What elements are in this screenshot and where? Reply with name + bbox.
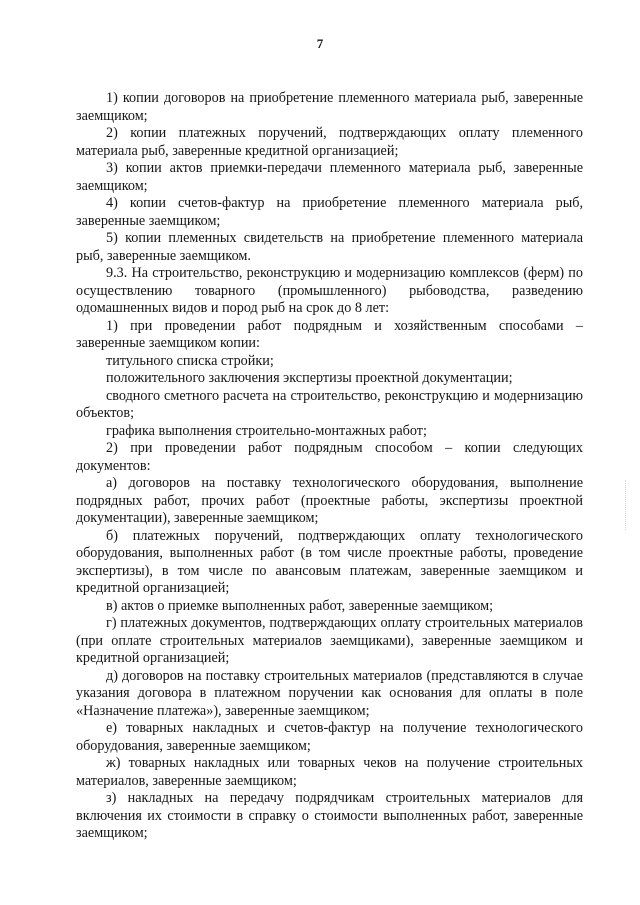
paragraph-4: 4) копии счетов-фактур на приобретение племенного материала рыб, заверенные заемщиком; bbox=[76, 195, 583, 229]
document-body bbox=[76, 90, 583, 843]
paragraph-12: 2) при проведении работ подрядным способом – копии следующих документов: bbox=[76, 440, 583, 474]
paragraph-18: е) товарных накладных и счетов-фактур на получение технологического оборудования, заверенные заемщиком; bbox=[76, 720, 583, 754]
paragraph-20: з) накладных на передачу подрядчикам строительных материалов для включения их стоимости в справку о стоимости выполненных работ, заверенные заемщиком; bbox=[76, 790, 583, 841]
scan-margin-mark bbox=[625, 480, 632, 530]
paragraph-5: 5) копии племенных свидетельств на приобретение племенного материала рыб, заверенные заемщиком. bbox=[76, 230, 583, 264]
paragraph-11: графика выполнения строительно-монтажных работ; bbox=[106, 422, 427, 439]
paragraph-10: сводного сметного расчета на строительство, реконструкцию и модернизацию объектов; bbox=[76, 387, 583, 421]
paragraph-6: 9.3. На строительство, реконструкцию и модернизацию комплексов (ферм) по осуществлению товарного (промышленного) рыбоводства, разведению одомашненных видов и пород рыб на срок до 8 лет: bbox=[76, 265, 583, 316]
paragraph-16: г) платежных документов, подтверждающих оплату строительных материалов (при оплате строительных материалов заемщиками), заверенные заемщиком и кредитной организацией; bbox=[76, 615, 583, 666]
paragraph-19: ж) товарных накладных или товарных чеков на получение строительных материалов, заверенные заемщиком; bbox=[76, 755, 583, 789]
paragraph-9: положительного заключения экспертизы проектной документации; bbox=[106, 370, 513, 386]
paragraph-1: 1) копии договоров на приобретение племенного материала рыб, заверенные заемщиком; bbox=[76, 90, 583, 124]
paragraph-8: титульного списка стройки; bbox=[106, 352, 274, 369]
paragraph-7: 1) при проведении работ подрядным и хозяйственным способами – заверенные заемщиком копии: bbox=[76, 317, 583, 351]
paragraph-17: д) договоров на поставку строительных материалов (представляются в случае указания договора в платежном поручении как основания для оплаты в поле «Назначение платежа»), заверенные заемщиком; bbox=[76, 667, 583, 719]
paragraph-2: 2) копии платежных поручений, подтверждающих оплату племенного материала рыб, заверенные кредитной организацией; bbox=[76, 125, 583, 159]
paragraph-15: в) актов о приемке выполненных работ, заверенные заемщиком; bbox=[106, 597, 494, 614]
page-number: 7 bbox=[316, 36, 324, 51]
paragraph-14: б) платежных поручений, подтверждающих оплату технологического оборудования, выполненных работ (в том числе проектные работы, проведение экспертизы), в том числе по авансовым платежам, заверенные заемщиком и кредитной организацией; bbox=[76, 527, 583, 596]
paragraph-13: а) договоров на поставку технологического оборудования, выполнение подрядных работ, прочих работ (проектные работы, экспертизы проектной документации), заверенные заемщиком; bbox=[76, 475, 583, 526]
paragraph-3: 3) копии актов приемки-передачи племенного материала рыб, заверенные заемщиком; bbox=[76, 160, 583, 194]
